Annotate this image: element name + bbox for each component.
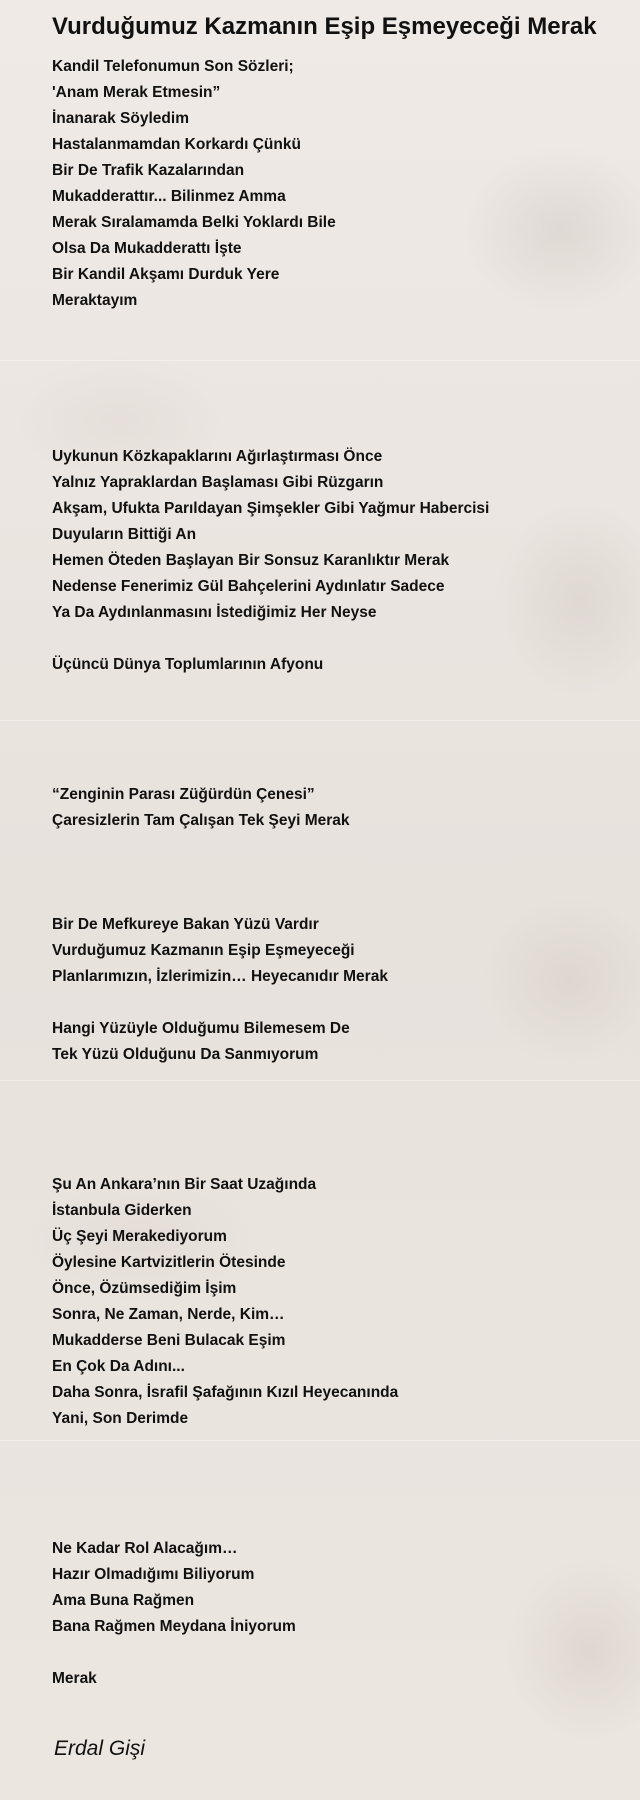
stanza-gap xyxy=(52,990,588,1016)
poem-line: Merak xyxy=(52,1670,97,1687)
poem-line: Çaresizlerin Tam Çalışan Tek Şeyi Merak xyxy=(52,812,350,829)
stanza-gap xyxy=(52,678,588,782)
stanza-9 xyxy=(52,1666,588,1692)
poem-line: Hangi Yüzüyle Olduğumu Bilemesem De xyxy=(52,1020,350,1037)
poem-line: Ama Buna Rağmen xyxy=(52,1592,195,1609)
poem-line: “Zenginin Parası Züğürdün Çenesi” xyxy=(52,786,315,803)
poem-line: Mukadderse Beni Bulacak Eşim xyxy=(52,1332,286,1349)
author-signature: Erdal Gişi xyxy=(54,1737,146,1760)
poem-line: İstanbula Giderken xyxy=(52,1202,192,1219)
poem-line: Duyuların Bittiği An xyxy=(52,526,197,543)
stanza-gap xyxy=(52,314,588,418)
stanza-gap xyxy=(52,418,588,444)
poem-line: En Çok Da Adını... xyxy=(52,1358,185,1375)
stanza-gap xyxy=(52,1068,588,1172)
poem-title: Vurduğumuz Kazmanın Eşip Eşmeyeceği Merak xyxy=(52,13,597,40)
poem-line: Planlarımızın, İzlerimizin… Heyecanıdır Merak xyxy=(52,968,388,985)
poem-line: Bir Kandil Akşamı Durduk Yere xyxy=(52,266,280,283)
poem-line: Merak Sıralamamda Belki Yoklardı Bile xyxy=(52,214,336,231)
poem-line: Önce, Özümsediğim İşim xyxy=(52,1280,237,1297)
stanza-gap xyxy=(52,1432,588,1536)
poem-line: Sonra, Ne Zaman, Nerde, Kim… xyxy=(52,1306,285,1323)
poem-line: Yalnız Yapraklardan Başlaması Gibi Rüzgarın xyxy=(52,474,384,491)
poem-line: Şu An Ankara’nın Bir Saat Uzağında xyxy=(52,1176,317,1193)
poem-line: Ne Kadar Rol Alacağım… xyxy=(52,1540,238,1557)
stanza-4 xyxy=(52,782,588,834)
poem-line: 'Anam Merak Etmesin” xyxy=(52,84,221,101)
poem-line: Tek Yüzü Olduğunu Da Sanmıyorum xyxy=(52,1046,319,1063)
poem-line: Bir De Trafik Kazalarından xyxy=(52,162,245,179)
stanza-gap xyxy=(52,626,588,652)
poem-line: Üçüncü Dünya Toplumlarının Afyonu xyxy=(52,656,324,673)
stanza-6 xyxy=(52,1016,588,1068)
poem-line: Meraktayım xyxy=(52,292,138,309)
poem-line: Kandil Telefonumun Son Sözleri; xyxy=(52,58,294,75)
poem-line: Hemen Öteden Başlayan Bir Sonsuz Karanlıktır Merak xyxy=(52,552,450,569)
stanza-2 xyxy=(52,444,588,626)
poem-line: Akşam, Ufukta Parıldayan Şimşekler Gibi Yağmur Habercisi xyxy=(52,500,490,517)
stanza-3 xyxy=(52,652,588,678)
stanza-5 xyxy=(52,912,588,990)
poem-line: Hazır Olmadığımı Biliyorum xyxy=(52,1566,255,1583)
stanza-7 xyxy=(52,1172,588,1432)
poem-line: Mukadderattır... Bilinmez Amma xyxy=(52,188,286,205)
poem-line: Hastalanmamdan Korkardı Çünkü xyxy=(52,136,301,153)
poem-line: İnanarak Söyledim xyxy=(52,110,189,127)
stanza-1 xyxy=(52,54,588,314)
poem-line: Olsa Da Mukadderattı İşte xyxy=(52,240,242,257)
poem-line: Daha Sonra, İsrafil Şafağının Kızıl Heyecanında xyxy=(52,1384,399,1401)
poem-line: Nedense Fenerimiz Gül Bahçelerini Aydınlatır Sadece xyxy=(52,578,445,595)
poem-line: Yani, Son Derimde xyxy=(52,1410,189,1427)
stanza-gap xyxy=(52,1640,588,1666)
poem-line: Bana Rağmen Meydana İniyorum xyxy=(52,1618,296,1635)
stanza-gap xyxy=(52,834,588,912)
poem-line: Vurduğumuz Kazmanın Eşip Eşmeyeceği xyxy=(52,942,355,959)
poem-line: Bir De Mefkureye Bakan Yüzü Vardır xyxy=(52,916,319,933)
poem-line: Üç Şeyi Merakediyorum xyxy=(52,1228,227,1245)
poem-line: Ya Da Aydınlanmasını İstediğimiz Her Neyse xyxy=(52,604,377,621)
poem-line: Öylesine Kartvizitlerin Ötesinde xyxy=(52,1254,286,1271)
stanza-8 xyxy=(52,1536,588,1640)
poem-line: Uykunun Közkapaklarını Ağırlaştırması Önce xyxy=(52,448,383,465)
